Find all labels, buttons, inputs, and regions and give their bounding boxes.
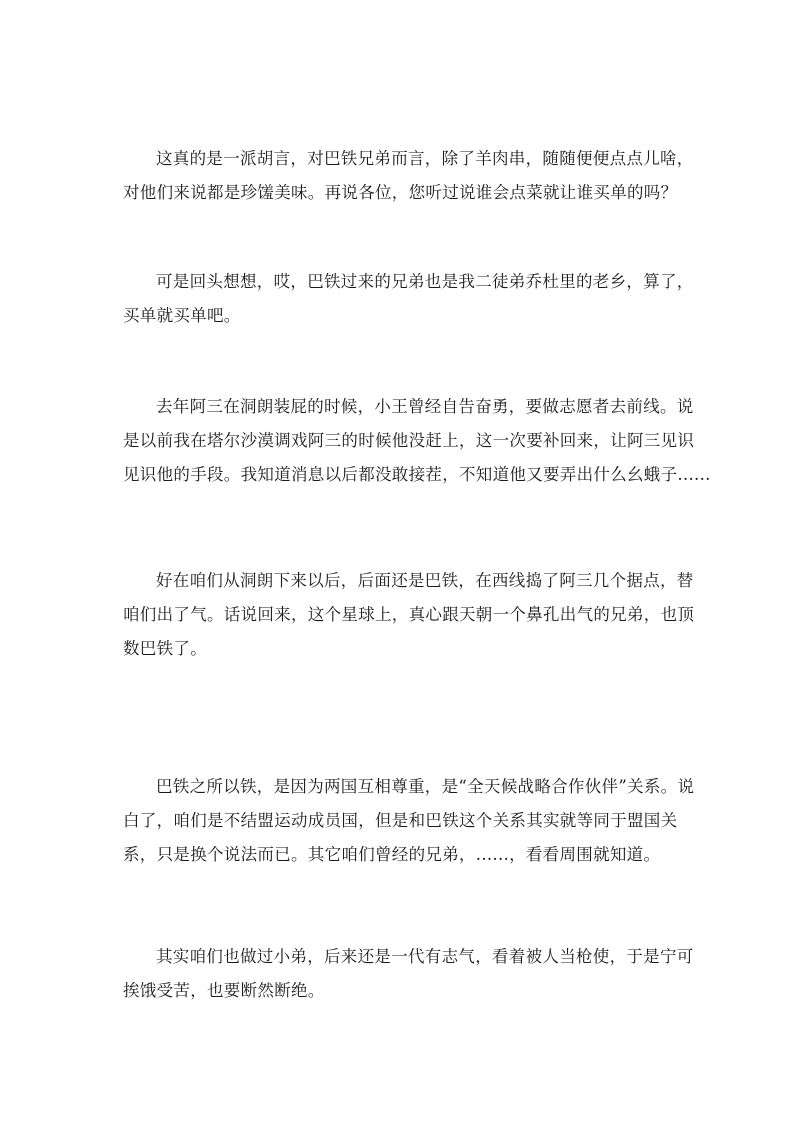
paragraph-line: 买单就买单吧。 <box>123 305 241 325</box>
paragraph-6 <box>123 940 694 1008</box>
paragraph-4 <box>123 564 695 665</box>
paragraph-line: 巴铁之所以铁，是因为两国互相尊重，是“全天候战略合作伙伴”关系。说 <box>156 777 695 796</box>
paragraph-line: 系，只是换个说法而已。其它咱们曾经的兄弟，......，看看周围就知道。 <box>123 844 661 864</box>
paragraph-line: 对他们来说都是珍馐美味。再说各位，您听过说谁会点菜就让谁买单的吗？ <box>123 182 678 202</box>
paragraph-2 <box>123 265 694 333</box>
paragraph-line: 好在咱们从洞朗下来以后，后面还是巴铁，在西线捣了阿三几个据点，替 <box>156 571 694 590</box>
paragraph-3 <box>123 390 711 491</box>
paragraph-line: 是以前我在塔尔沙漠调戏阿三的时候他没赶上，这一次要补回来，让阿三见识 <box>123 430 695 450</box>
paragraph-line: 可是回头想想，哎，巴铁过来的兄弟也是我二徒弟乔杜里的老乡，算了， <box>156 272 694 291</box>
paragraph-line: 其实咱们也做过小弟，后来还是一代有志气，看着被人当枪使，于是宁可 <box>156 947 694 966</box>
paragraph-5 <box>123 770 695 871</box>
paragraph-line: 白了，咱们是不结盟运动成员国，但是和巴铁这个关系其实就等同于盟国关 <box>123 810 678 830</box>
paragraph-line: 见识他的手段。我知道消息以后都没敢接茬，不知道他又要弄出什么幺蛾子...... <box>123 464 711 484</box>
paragraph-line: 咱们出了气。话说回来，这个星球上，真心跟天朝一个鼻孔出气的兄弟，也顶 <box>123 604 695 624</box>
paragraph-line: 数巴铁了。 <box>123 638 207 658</box>
paragraph-1 <box>123 142 694 210</box>
paragraph-line: 这真的是一派胡言，对巴铁兄弟而言，除了羊肉串，随随便便点点儿啥， <box>156 149 694 168</box>
paragraph-line: 去年阿三在洞朗装屁的时候，小王曾经自告奋勇，要做志愿者去前线。说 <box>156 397 694 416</box>
paragraph-line: 挨饿受苦，也要断然断绝。 <box>123 980 325 1000</box>
